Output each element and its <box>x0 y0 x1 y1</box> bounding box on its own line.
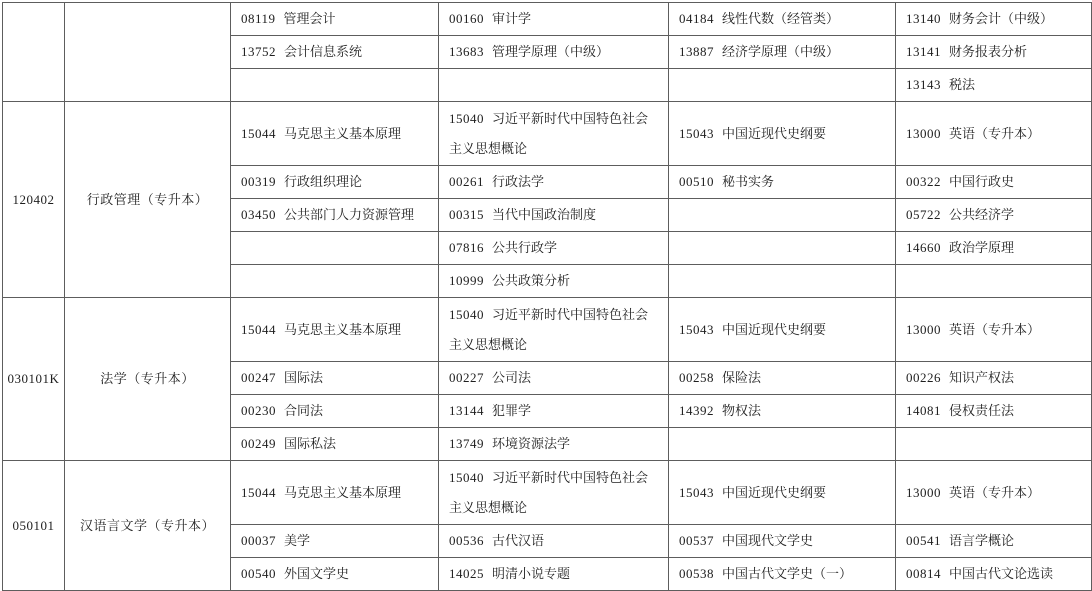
course-code: 00537 <box>679 533 714 548</box>
course-code: 00227 <box>449 370 484 385</box>
course-cell <box>439 199 669 232</box>
course-code: 15040 <box>449 469 484 485</box>
course-title: 侵权责任法 <box>949 403 1015 418</box>
course-code: 00037 <box>241 533 276 548</box>
course-title: 保险法 <box>722 370 762 385</box>
course-title: 马克思主义基本原理 <box>284 321 402 337</box>
course-title: 公共部门人力资源管理 <box>284 207 415 222</box>
course-cell <box>669 298 896 362</box>
course-cell <box>896 298 1092 362</box>
course-code: 00230 <box>241 403 276 418</box>
course-title: 知识产权法 <box>949 370 1015 385</box>
course-code: 13752 <box>241 44 276 59</box>
course-code: 15040 <box>449 110 484 126</box>
major-name-cell <box>65 3 231 102</box>
course-title: 英语（专升本） <box>949 125 1041 141</box>
course-title: 政治学原理 <box>949 240 1015 255</box>
course-code: 13143 <box>906 77 941 92</box>
course-title: 环境资源法学 <box>492 436 571 451</box>
course-title: 公司法 <box>492 370 532 385</box>
course-title: 英语（专升本） <box>949 484 1041 500</box>
exam-course-table <box>2 2 1092 591</box>
course-cell <box>231 461 439 525</box>
course-cell <box>669 362 896 395</box>
course-title: 美学 <box>284 533 311 548</box>
empty-cell <box>231 265 439 298</box>
course-code: 00536 <box>449 533 484 548</box>
course-code: 00226 <box>906 370 941 385</box>
course-cell <box>669 166 896 199</box>
course-title: 习近平新时代中国特色社会主义思想概论 <box>449 469 649 515</box>
course-cell <box>669 102 896 166</box>
course-title: 中国近现代史纲要 <box>722 125 827 141</box>
course-code: 13140 <box>906 11 941 26</box>
course-title: 古代汉语 <box>492 533 545 548</box>
course-title: 外国文学史 <box>284 566 350 581</box>
course-code: 14025 <box>449 566 484 581</box>
course-title: 合同法 <box>284 403 324 418</box>
course-code: 15043 <box>679 321 714 337</box>
course-title: 犯罪学 <box>492 403 532 418</box>
course-code: 15043 <box>679 484 714 500</box>
course-code: 00319 <box>241 174 276 189</box>
course-code: 03450 <box>241 207 276 222</box>
course-row <box>3 461 1092 525</box>
course-code: 00322 <box>906 174 941 189</box>
course-code: 15040 <box>449 306 484 322</box>
course-title: 中国近现代史纲要 <box>722 484 827 500</box>
course-code: 13000 <box>906 125 941 141</box>
course-title: 管理学原理（中级） <box>492 44 610 59</box>
course-code: 00258 <box>679 370 714 385</box>
course-code: 15043 <box>679 125 714 141</box>
course-code: 13749 <box>449 436 484 451</box>
course-cell <box>439 265 669 298</box>
course-cell <box>896 395 1092 428</box>
major-name-cell: 法学（专升本） <box>65 298 231 461</box>
course-title: 物权法 <box>722 403 762 418</box>
course-code: 00540 <box>241 566 276 581</box>
course-cell <box>231 395 439 428</box>
course-cell <box>231 166 439 199</box>
course-code: 14081 <box>906 403 941 418</box>
course-cell <box>439 232 669 265</box>
course-row <box>3 102 1092 166</box>
empty-cell <box>896 428 1092 461</box>
course-title: 中国近现代史纲要 <box>722 321 827 337</box>
course-title: 习近平新时代中国特色社会主义思想概论 <box>449 306 649 352</box>
empty-cell <box>669 232 896 265</box>
course-cell <box>439 3 669 36</box>
course-code: 13887 <box>679 44 714 59</box>
course-title: 税法 <box>949 77 976 92</box>
course-cell <box>896 461 1092 525</box>
course-cell <box>896 558 1092 591</box>
course-row <box>3 3 1092 36</box>
course-cell <box>439 461 669 525</box>
empty-cell <box>231 232 439 265</box>
course-title: 财务会计（中级） <box>949 11 1054 26</box>
course-title: 公共经济学 <box>949 207 1015 222</box>
course-cell <box>669 3 896 36</box>
course-code: 13141 <box>906 44 941 59</box>
course-cell <box>231 362 439 395</box>
course-title: 马克思主义基本原理 <box>284 125 402 141</box>
course-title: 线性代数（经管类） <box>722 11 840 26</box>
course-cell <box>231 428 439 461</box>
course-title: 财务报表分析 <box>949 44 1028 59</box>
course-code: 00160 <box>449 11 484 26</box>
course-title: 语言学概论 <box>949 533 1015 548</box>
course-cell <box>669 525 896 558</box>
course-title: 公共政策分析 <box>492 273 571 288</box>
course-title: 习近平新时代中国特色社会主义思想概论 <box>449 110 649 156</box>
course-cell <box>896 199 1092 232</box>
course-cell <box>896 525 1092 558</box>
course-code: 14660 <box>906 240 941 255</box>
course-cell <box>896 102 1092 166</box>
course-cell <box>439 36 669 69</box>
course-cell <box>669 395 896 428</box>
course-title: 明清小说专题 <box>492 566 571 581</box>
course-cell <box>439 166 669 199</box>
course-cell <box>669 36 896 69</box>
course-title: 中国古代文学史（一） <box>722 566 853 581</box>
course-title: 中国现代文学史 <box>722 533 814 548</box>
course-code: 08119 <box>241 11 276 26</box>
course-title: 管理会计 <box>283 11 336 26</box>
course-code: 00247 <box>241 370 276 385</box>
course-code: 07816 <box>449 240 484 255</box>
course-cell <box>439 395 669 428</box>
course-title: 中国古代文论选读 <box>949 566 1054 581</box>
major-code-cell: 030101K <box>3 298 65 461</box>
course-code: 00249 <box>241 436 276 451</box>
course-title: 马克思主义基本原理 <box>284 484 402 500</box>
course-code: 14392 <box>679 403 714 418</box>
course-cell <box>669 558 896 591</box>
course-title: 审计学 <box>492 11 532 26</box>
course-cell <box>231 199 439 232</box>
course-cell <box>896 3 1092 36</box>
course-cell <box>231 102 439 166</box>
empty-cell <box>669 199 896 232</box>
course-cell <box>439 102 669 166</box>
course-cell <box>231 36 439 69</box>
course-code: 00510 <box>679 174 714 189</box>
course-cell <box>896 36 1092 69</box>
course-cell <box>669 461 896 525</box>
course-title: 行政组织理论 <box>284 174 363 189</box>
empty-cell <box>669 69 896 102</box>
course-title: 会计信息系统 <box>284 44 363 59</box>
course-cell <box>231 3 439 36</box>
empty-cell <box>669 265 896 298</box>
course-code: 00541 <box>906 533 941 548</box>
course-code: 00538 <box>679 566 714 581</box>
course-cell <box>439 558 669 591</box>
major-name-cell: 汉语言文学（专升本） <box>65 461 231 591</box>
major-code-cell <box>3 3 65 102</box>
empty-cell <box>231 69 439 102</box>
major-code-cell: 050101 <box>3 461 65 591</box>
course-cell <box>231 558 439 591</box>
course-title: 中国行政史 <box>949 174 1015 189</box>
course-code: 05722 <box>906 207 941 222</box>
course-title: 经济学原理（中级） <box>722 44 840 59</box>
course-cell <box>231 298 439 362</box>
major-name-cell: 行政管理（专升本） <box>65 102 231 298</box>
empty-cell <box>439 69 669 102</box>
exam-course-table-body <box>3 3 1092 591</box>
course-cell <box>439 298 669 362</box>
course-code: 15044 <box>241 484 276 500</box>
course-code: 13000 <box>906 484 941 500</box>
course-title: 当代中国政治制度 <box>492 207 597 222</box>
empty-cell <box>896 265 1092 298</box>
course-code: 15044 <box>241 125 276 141</box>
course-cell <box>439 525 669 558</box>
course-row <box>3 298 1092 362</box>
course-title: 国际法 <box>284 370 324 385</box>
course-cell <box>896 362 1092 395</box>
course-cell <box>896 232 1092 265</box>
course-title: 国际私法 <box>284 436 337 451</box>
major-code-cell: 120402 <box>3 102 65 298</box>
course-title: 秘书实务 <box>722 174 775 189</box>
course-title: 公共行政学 <box>492 240 558 255</box>
course-code: 00814 <box>906 566 941 581</box>
course-cell <box>896 166 1092 199</box>
course-code: 00315 <box>449 207 484 222</box>
course-code: 13683 <box>449 44 484 59</box>
course-title: 英语（专升本） <box>949 321 1041 337</box>
course-cell <box>231 525 439 558</box>
course-code: 00261 <box>449 174 484 189</box>
course-code: 15044 <box>241 321 276 337</box>
course-cell <box>439 362 669 395</box>
course-title: 行政法学 <box>492 174 545 189</box>
course-code: 04184 <box>679 11 714 26</box>
course-code: 13144 <box>449 403 484 418</box>
course-code: 10999 <box>449 273 484 288</box>
course-code: 13000 <box>906 321 941 337</box>
empty-cell <box>669 428 896 461</box>
course-cell <box>896 69 1092 102</box>
course-cell <box>439 428 669 461</box>
